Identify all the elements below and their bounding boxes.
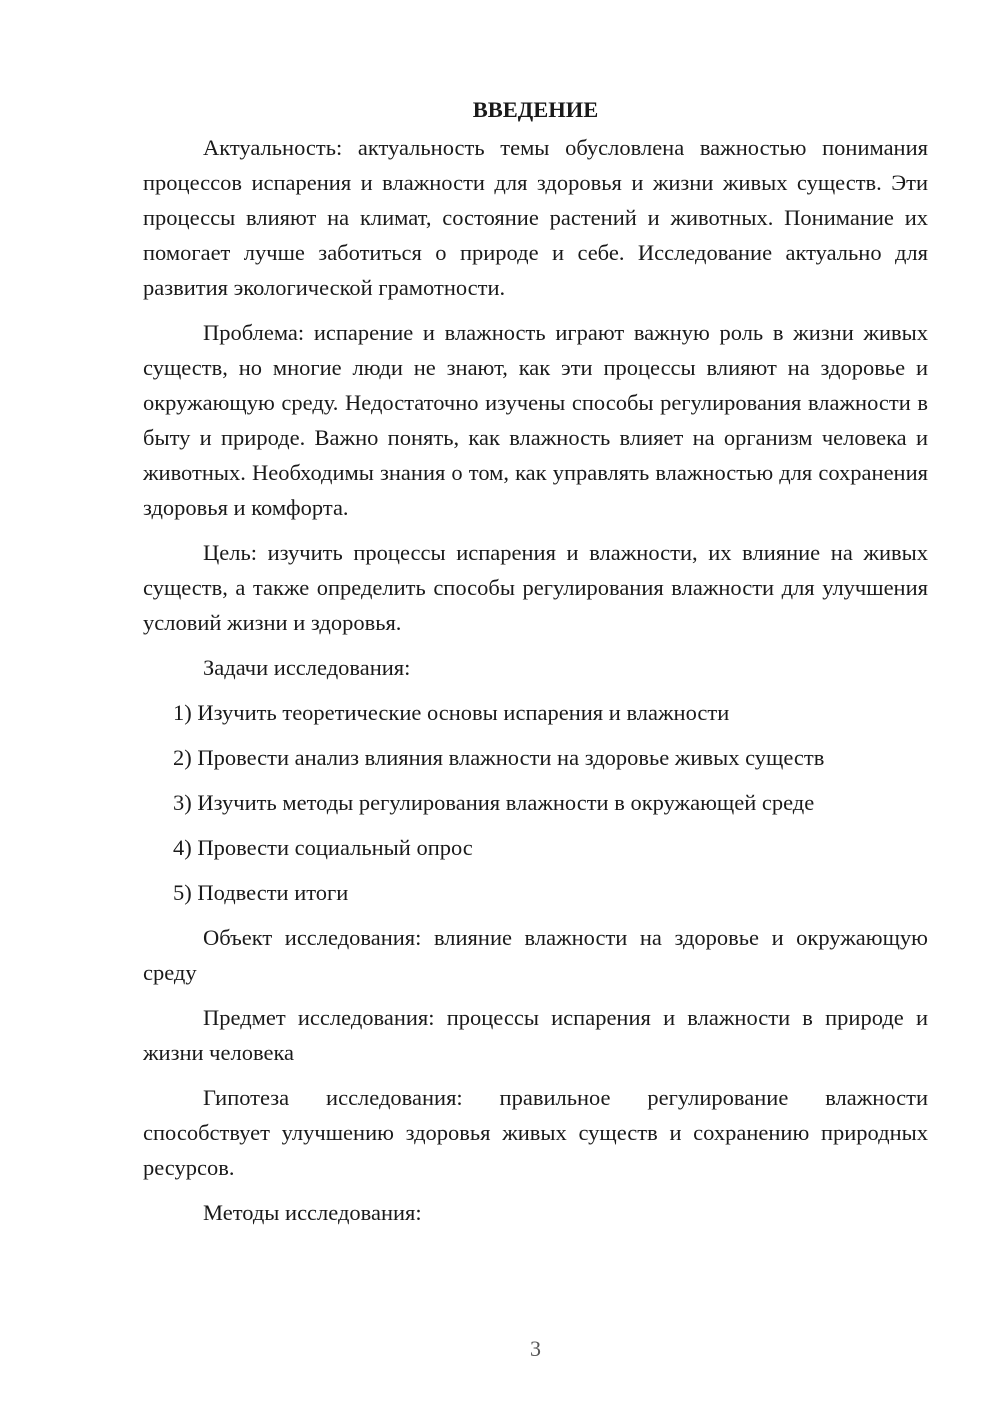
hypothesis-paragraph: Гипотеза исследования: правильное регулирование влажности способствует улучшению здоровья живых существ и сохранению природных ресурсов. [143,1085,928,1180]
subject-paragraph: Предмет исследования: процессы испарения и влажности в природе и жизни человека [143,1005,928,1065]
page-number: 3 [530,1336,541,1361]
problem-paragraph: Проблема: испарение и влажность играют важную роль в жизни живых существ, но многие люди не знают, как эти процессы влияют на здоровье и окружающую среду. Недостаточно изучены способы регулирования влажности в быту и природе. Важно понять, как влажность влияет на организм человека и животных. Необходимы знания о том, как управлять влажностью для сохранения здоровья и комфорта. [143,320,928,520]
object-paragraph: Объект исследования: влияние влажности на здоровье и окружающую среду [143,925,928,985]
task-item: 2) Провести анализ влияния влажности на здоровье живых существ [173,745,825,770]
section-title: ВВЕДЕНИЕ [472,97,599,122]
tasks-heading: Задачи исследования: [203,655,411,680]
goal-paragraph: Цель: изучить процессы испарения и влажности, их влияние на живых существ, а также определить способы регулирования влажности для улучшения условий жизни и здоровья. [143,540,928,635]
task-item: 1) Изучить теоретические основы испарения и влажности [173,700,730,725]
page-content [143,92,928,1240]
relevance-paragraph: Актуальность: актуальность темы обусловлена важностью понимания процессов испарения и влажности для здоровья и жизни живых существ. Эти процессы влияют на климат, состояние растений и животных. Понимание их помогает лучше заботиться о природе и себе. Исследование актуально для развития экологической грамотности. [143,135,928,300]
task-item: 3) Изучить методы регулирования влажности в окружающей среде [173,790,815,815]
task-item: 5) Подвести итоги [173,880,349,905]
task-item: 4) Провести социальный опрос [173,835,473,860]
methods-heading: Методы исследования: [203,1200,422,1225]
